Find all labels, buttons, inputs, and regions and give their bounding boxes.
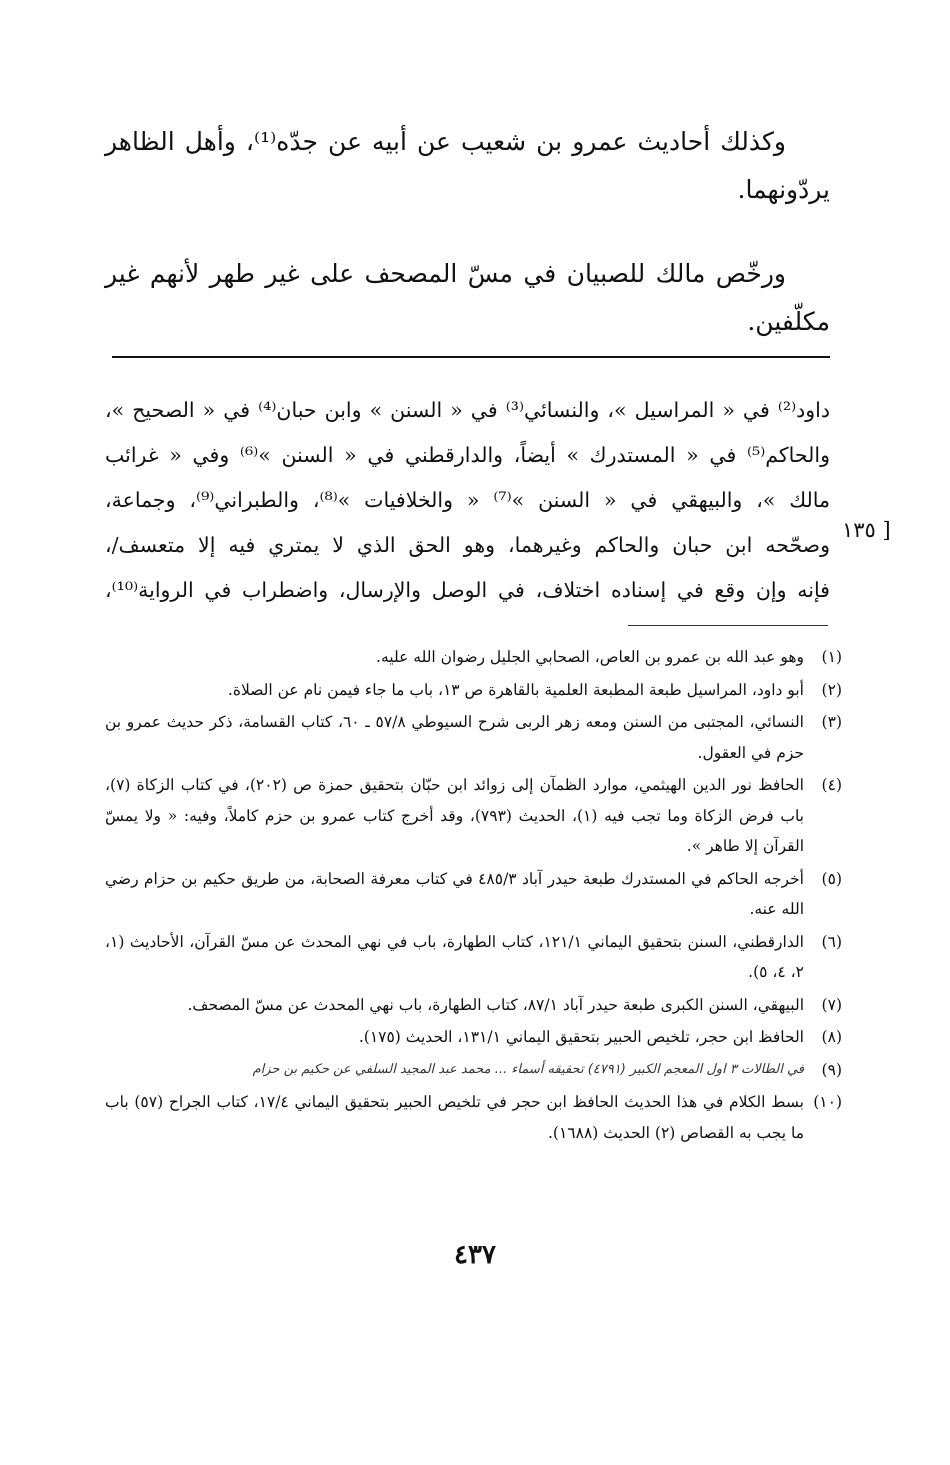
footnote-text: أخرجه الحاكم في المستدرك طبعة حيدر آباد ٤٨٥/٣ في كتاب معرفة الصحابة، من طريق حكيم بن حزام رضي الله عنه. xyxy=(105,869,804,918)
continuation-line: داود⁽²⁾ في « المراسيل »، والنسائي⁽³⁾ في « السنن » وابن حبان⁽⁴⁾ في « الصحيح »، xyxy=(105,398,830,422)
footnote-text: النسائي، المجتبى من السنن ومعه زهر الربى شرح السيوطي ٥٧/٨ ـ ٦٠، كتاب القسامة، ذكر حديث عمرو بن حزم في العقول. xyxy=(105,713,804,762)
footnote-number: (١) xyxy=(821,648,842,666)
footnotes xyxy=(105,642,842,1150)
footnote xyxy=(105,642,842,673)
footnote-number: (١٠) xyxy=(813,1093,842,1111)
main-text xyxy=(105,118,830,346)
footnote-number: (٦) xyxy=(821,932,842,951)
footnote-number: (٣) xyxy=(821,713,842,731)
footnote-text: الحافظ نور الدين الهيثمي، موارد الظمآن إلى زوائد ابن حبّان بتحقيق حمزة ص (٢٠٢)، في كتاب الزكاة (٧)، باب فرض الزكاة وما تجب فيه (١)، الحديث (٧٩٣)، وقد أخرج كتاب عمرو بن حزم كاملاً، وفيه: « ولا يمسّ القرآن إلا طاهر ». xyxy=(105,776,804,855)
section-divider xyxy=(112,356,830,358)
handwritten-annotation: في الطالات ٣ اول المعجم الكبير (٤٧٩١) تحقيقه أسماء ... محمد عبد المجيد السلفي عن حكيم بن حزام xyxy=(252,1061,804,1077)
footnote xyxy=(105,1055,842,1086)
continuation-line: فإنه وإن وقع في إسناده اختلاف، في الوصل والإرسال، واضطراب في الرواية⁽¹⁰⁾، xyxy=(105,578,830,602)
footnote xyxy=(105,864,842,925)
footnote-number: (٥) xyxy=(821,869,842,888)
footnote xyxy=(105,675,842,706)
footnote-text: أبو داود، المراسيل طبعة المطبعة العلمية بالقاهرة ص ١٣، باب ما جاء فيمن نام عن الصلاة. xyxy=(227,680,804,699)
paragraph-1: وكذلك أحاديث عمرو بن شعيب عن أبيه عن جدّه⁽¹⁾، وأهل الظاهر يردّونهما. xyxy=(105,127,830,204)
footnote xyxy=(105,770,842,862)
paragraph-2: ورخّص مالك للصبيان في مسّ المصحف على غير طهر لأنهم غير مكلّفين. xyxy=(105,259,830,336)
footnote xyxy=(105,927,842,988)
footnote-text: بسط الكلام في هذا الحديث الحافظ ابن حجر في تلخيص الحبير بتحقيق اليماني ١٧/٤، كتاب الجراح (٥٧) باب ما يجب به القصاص (٢) الحديث (١٦٨٨). xyxy=(105,1093,804,1142)
continuation-line: والحاكم⁽⁵⁾ في « المستدرك » أيضاً، والدارقطني في « السنن »⁽⁶⁾ وفي « غرائب xyxy=(105,443,830,467)
footnote-text: الحافظ ابن حجر، تلخيص الحبير بتحقيق اليماني ١٣١/١، الحديث (١٧٥). xyxy=(358,1028,804,1046)
footnote xyxy=(105,1022,842,1053)
footnote-number: (٤) xyxy=(821,776,842,794)
page-number: ٤٣٧ xyxy=(454,1240,496,1270)
footnote-number: (٢) xyxy=(821,680,842,699)
footnote xyxy=(105,990,842,1021)
footnote-text: البيهقي، السنن الكبرى طبعة حيدر آباد ٨٧/١، كتاب الطهارة، باب نهي المحدث عن مسّ المصحف. xyxy=(187,995,804,1014)
footnote-number: (٨) xyxy=(821,1028,842,1046)
continuation-line: مالك »، والبيهقي في « السنن »⁽⁷⁾ « والخلافيات »⁽⁸⁾، والطبراني⁽⁹⁾، وجماعة، xyxy=(105,488,830,512)
footnote xyxy=(105,1087,842,1148)
footnote-number: (٧) xyxy=(821,995,842,1014)
footnote-text: وهو عبد الله بن عمرو بن العاص، الصحابي الجليل رضوان الله عليه. xyxy=(376,648,804,666)
continuation-line: وصحّحه ابن حبان والحاكم وغيرهما، وهو الحق الذي لا يمتري فيه إلا متعسف/، xyxy=(105,533,830,557)
continuation-text xyxy=(105,388,830,613)
footnote-number: (٩) xyxy=(821,1060,842,1079)
margin-page-reference: [ ١٣٥ xyxy=(842,518,891,542)
footnote-text: الدارقطني، السنن بتحقيق اليماني ١٢١/١، كتاب الطهارة، باب في نهي المحدث عن مسّ القرآن، الأحاديث (١، ٢، ٤، ٥). xyxy=(105,932,804,981)
footnote xyxy=(105,707,842,768)
footnote-divider xyxy=(628,625,828,626)
